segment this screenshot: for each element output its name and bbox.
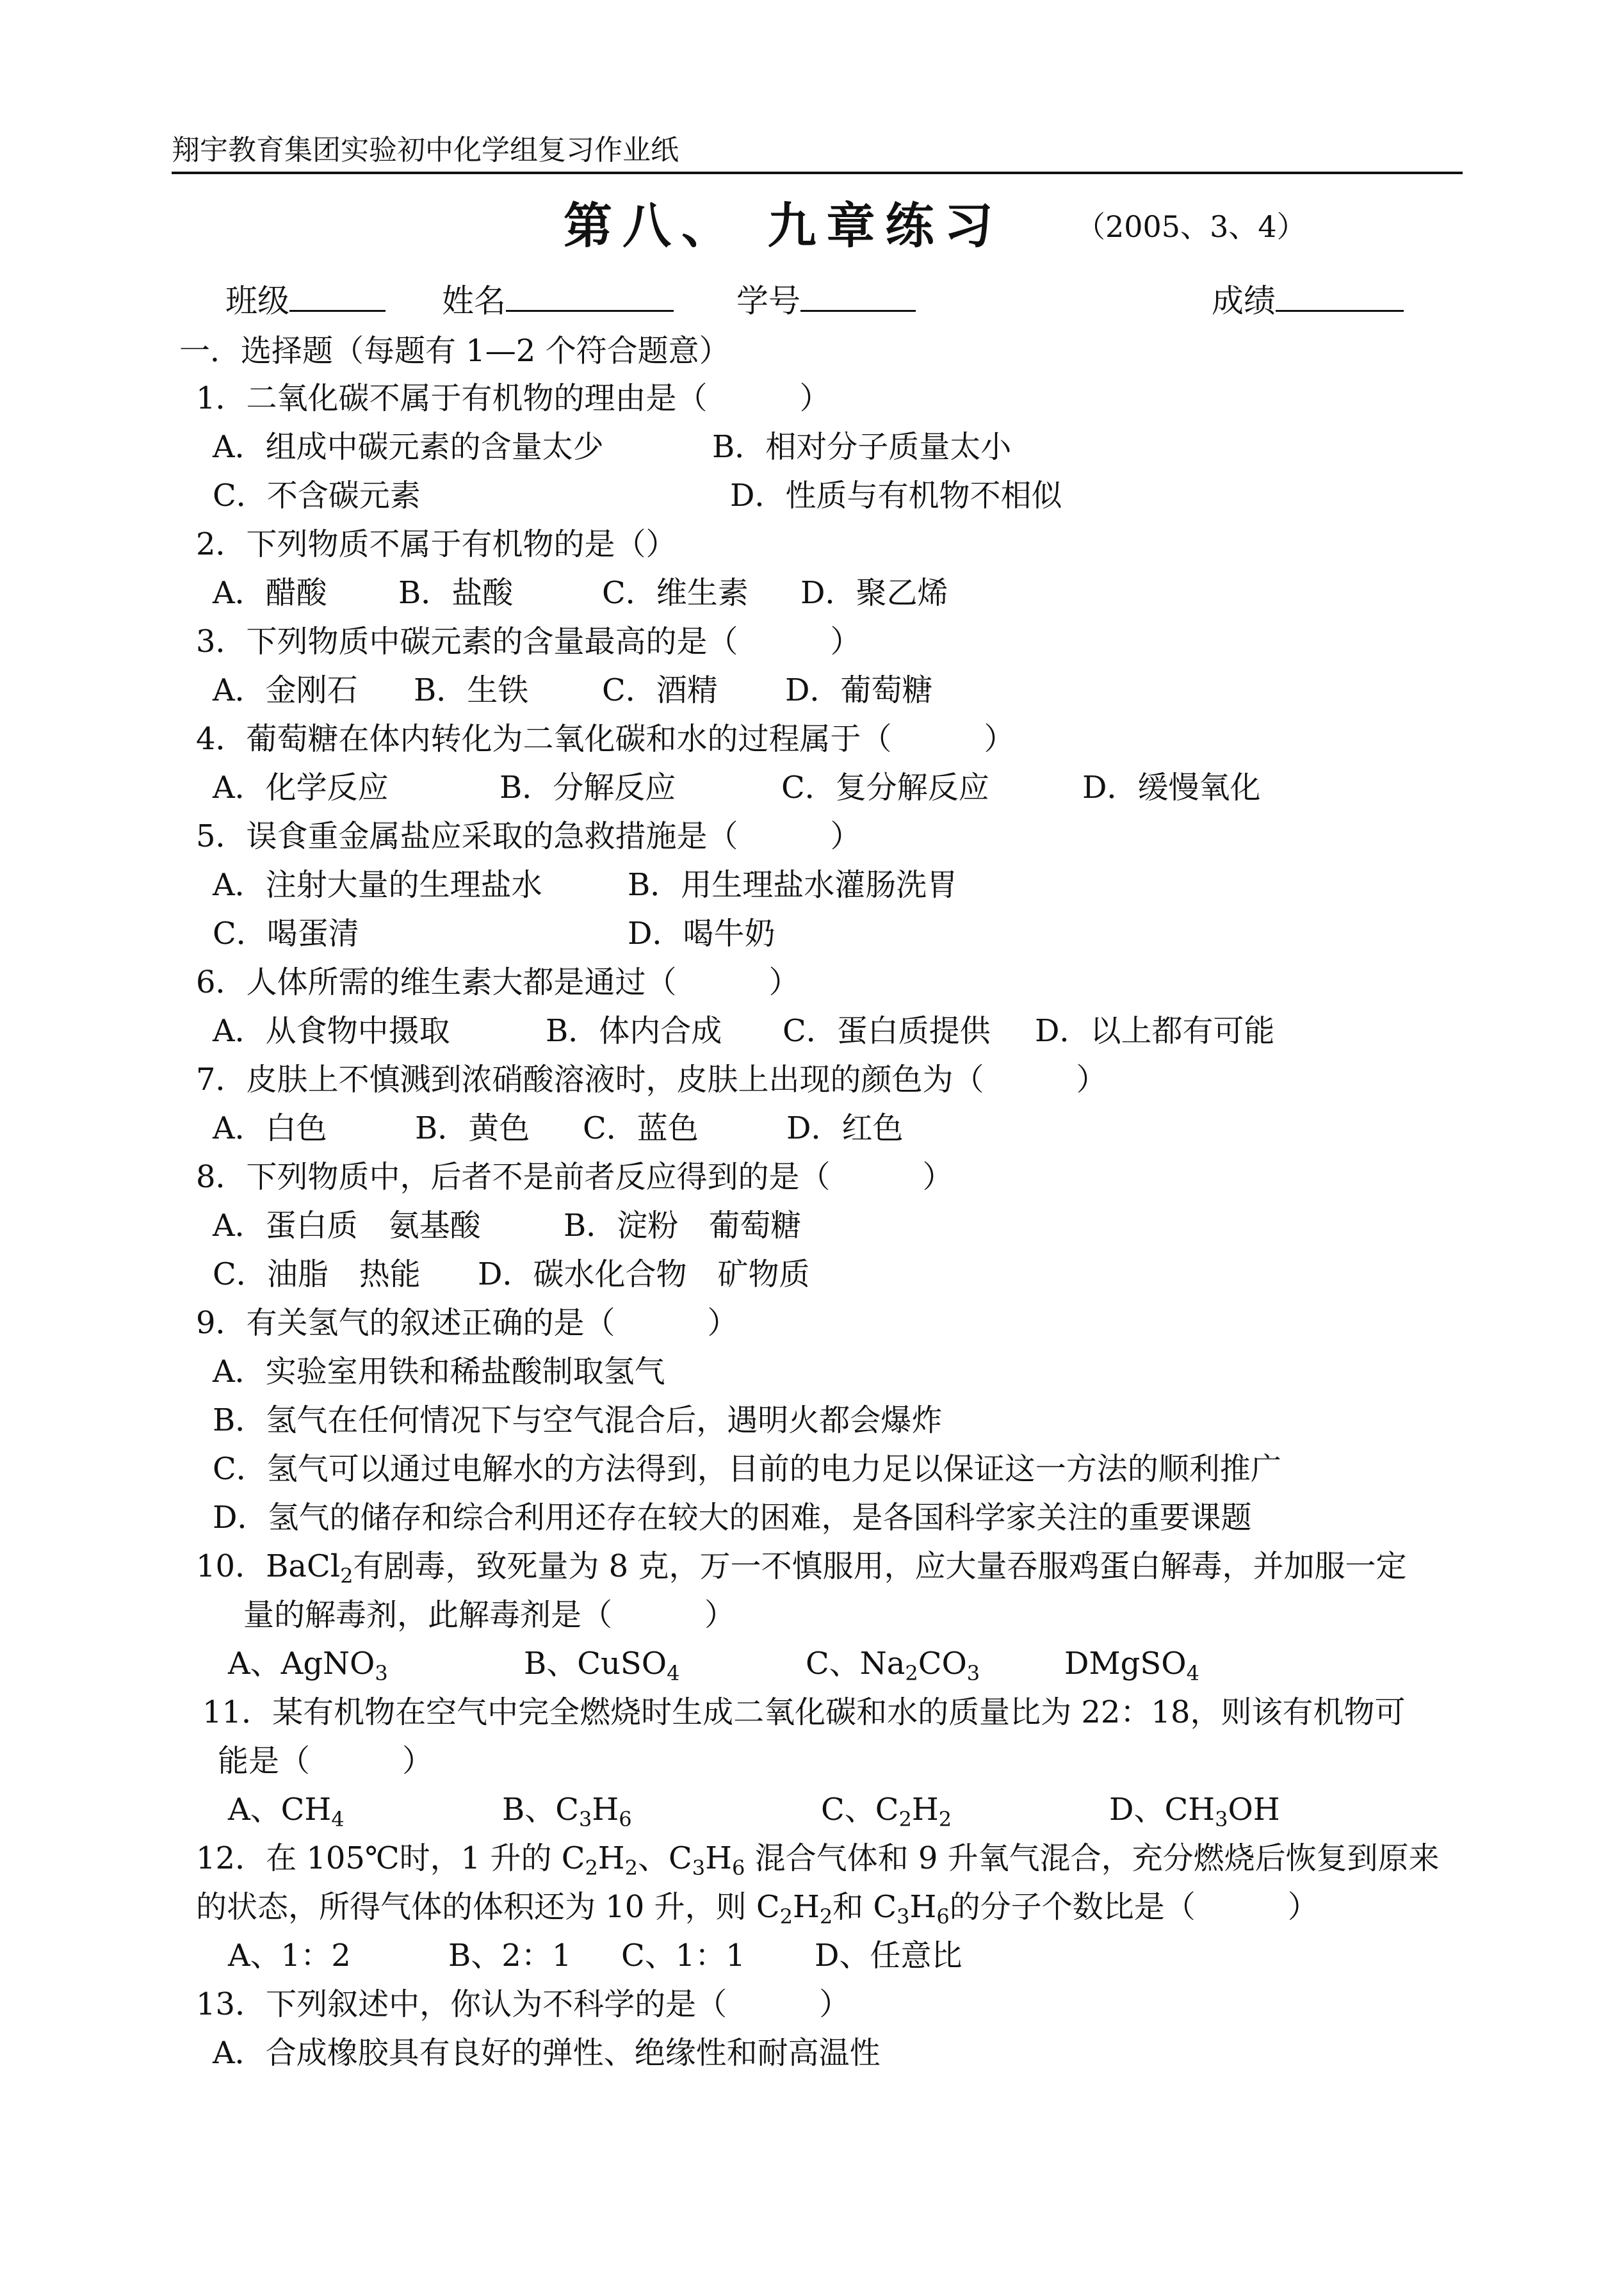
subscript: 2 (585, 1856, 598, 1880)
question-3-option-d: D．葡萄糖 (785, 672, 933, 708)
date-label: （2005、3、4） (1076, 209, 1306, 244)
subscript: 6 (936, 1904, 950, 1929)
question-8-option-a: A．蛋白质 氨基酸 (213, 1208, 481, 1244)
question-10-option-b (524, 1642, 680, 1685)
question-3-option-b: B．生铁 (414, 672, 529, 708)
subscript: 3 (375, 1661, 388, 1685)
question-10-stem-line2: 量的解毒剂，此解毒剂是（ ） (243, 1597, 736, 1633)
question-3-stem: 3．下列物质中碳元素的含量最高的是（ ） (196, 624, 861, 660)
question-12-text: 混合气体和 9 升氧气混合，充分燃烧后恢复到原来 (745, 1840, 1440, 1876)
option-text: DMgSO (1064, 1646, 1187, 1682)
question-7-option-b: B．黄色 (415, 1110, 530, 1146)
page-title: 第八、 九章练习 (564, 197, 1003, 254)
question-10-stem (196, 1545, 1406, 1588)
question-10-number: 10． (196, 1548, 266, 1584)
question-12-option-b: B、2：1 (448, 1938, 572, 1974)
question-5-stem: 5．误食重金属盐应采取的急救措施是（ ） (196, 818, 861, 854)
question-10-formula: BaCl (266, 1548, 341, 1584)
question-11-stem: 11．某有机物在空气中完全燃烧时生成二氧化碳和水的质量比为 22：18，则该有机物可 (202, 1694, 1406, 1730)
question-11-stem-line2: 能是（ ） (218, 1743, 434, 1779)
question-6-option-b: B．体内合成 (546, 1013, 722, 1049)
question-10-text: 有剧毒，致死量为 8 克，万一不慎服用，应大量吞服鸡蛋白解毒，并加服一定 (353, 1548, 1407, 1584)
question-1-option-d: D．性质与有机物不相似 (730, 478, 1062, 514)
question-13-option-a: A．合成橡胶具有良好的弹性、绝缘性和耐高温性 (213, 2035, 881, 2071)
question-11-option-a (228, 1788, 345, 1831)
question-2-option-b: B．盐酸 (398, 575, 514, 611)
question-5-option-c: C．喝蛋清 (213, 916, 359, 952)
question-6-stem: 6．人体所需的维生素大都是通过（ ） (196, 964, 800, 1000)
question-1-option-c: C．不含碳元素 (213, 478, 421, 514)
question-8-option-d: D．碳水化合物 矿物质 (478, 1256, 810, 1292)
class-blank (289, 278, 386, 312)
subscript: 3 (692, 1856, 706, 1880)
question-12-text: H (705, 1840, 732, 1876)
question-12-text: H (597, 1840, 625, 1876)
score-field (1212, 278, 1404, 323)
option-text: B、C (502, 1792, 580, 1828)
question-9-option-a: A．实验室用铁和稀盐酸制取氢气 (213, 1354, 665, 1390)
question-9-option-c: C．氢气可以通过电解水的方法得到，目前的电力足以保证这一方法的顺利推广 (213, 1451, 1281, 1487)
question-9-stem: 9．有关氢气的叙述正确的是（ ） (196, 1305, 738, 1341)
subscript: 2 (905, 1661, 918, 1685)
option-text: A、AgNO (228, 1646, 375, 1682)
subscript: 3 (966, 1661, 980, 1685)
section-heading: 一．选择题（每题有 1—2 个符合题意） (179, 333, 730, 369)
subscript: 2 (340, 1564, 353, 1588)
name-label: 姓名 (442, 282, 506, 320)
subscript: 6 (619, 1807, 632, 1831)
score-label: 成绩 (1212, 282, 1276, 320)
question-4-option-b: B．分解反应 (499, 770, 676, 806)
class-label: 班级 (225, 282, 289, 320)
question-1-option-a: A．组成中碳元素的含量太少 (213, 429, 604, 465)
question-11-option-c (821, 1788, 952, 1831)
subscript: 4 (331, 1807, 345, 1831)
class-field (225, 278, 386, 323)
question-10-option-d (1064, 1642, 1199, 1685)
question-11-option-d (1109, 1788, 1280, 1831)
subscript: 3 (1215, 1807, 1228, 1831)
question-4-option-c: C．复分解反应 (781, 770, 989, 806)
question-1-option-b: B．相对分子质量太小 (712, 429, 1012, 465)
question-5-option-b: B．用生理盐水灌肠洗胃 (628, 867, 958, 903)
subscript: 2 (938, 1807, 952, 1831)
subscript: 4 (1186, 1661, 1199, 1685)
question-1-stem: 1．二氧化碳不属于有机物的理由是（ ） (196, 380, 831, 416)
question-7-option-c: C．蓝色 (583, 1110, 699, 1146)
question-4-stem: 4．葡萄糖在体内转化为二氧化碳和水的过程属于（ ） (196, 721, 1015, 757)
question-5-option-a: A．注射大量的生理盐水 (213, 867, 542, 903)
question-2-stem: 2．下列物质不属于有机物的是（） (196, 526, 677, 562)
question-12-text: H (792, 1889, 820, 1925)
question-4-option-a: A．化学反应 (213, 770, 389, 806)
question-12-stem (196, 1837, 1440, 1880)
option-text: OH (1228, 1792, 1280, 1828)
question-7-option-d: D．红色 (786, 1110, 904, 1146)
subscript: 2 (624, 1856, 638, 1880)
question-6-option-c: C．蛋白质提供 (783, 1013, 991, 1049)
subscript: 3 (579, 1807, 592, 1831)
question-7-option-a: A．白色 (213, 1110, 327, 1146)
option-text: H (911, 1792, 939, 1828)
name-field (442, 278, 674, 323)
question-9-option-b: B．氢气在任何情况下与空气混合后，遇明火都会爆炸 (213, 1402, 943, 1438)
option-text: D、CH (1109, 1792, 1215, 1828)
question-12-option-d: D、任意比 (815, 1938, 962, 1974)
option-text: C、C (821, 1792, 899, 1828)
question-12-text: 的分子个数比是（ ） (949, 1889, 1319, 1925)
question-12-option-a: A、1：2 (228, 1938, 351, 1974)
question-6-option-d: D．以上都有可能 (1035, 1013, 1275, 1049)
student-id-field (736, 278, 916, 323)
question-4-option-d: D．缓慢氧化 (1082, 770, 1261, 806)
question-12-text: 的状态，所得气体的体积还为 10 升，则 C (196, 1889, 780, 1925)
option-text: H (592, 1792, 619, 1828)
question-6-option-a: A．从食物中摄取 (213, 1013, 450, 1049)
question-7-stem: 7．皮肤上不慎溅到浓硝酸溶液时，皮肤上出现的颜色为（ ） (196, 1062, 1107, 1098)
score-blank (1276, 278, 1404, 312)
question-12-text: 和 C (832, 1889, 897, 1925)
question-2-option-c: C．维生素 (602, 575, 749, 611)
header-divider (172, 172, 1463, 174)
question-10-option-a (228, 1642, 388, 1685)
question-13-stem: 13．下列叙述中，你认为不科学的是（ ） (196, 1986, 850, 2022)
question-11-option-b (502, 1788, 632, 1831)
subscript: 6 (731, 1856, 745, 1880)
student-id-label: 学号 (736, 282, 800, 320)
question-12-text: 、C (638, 1840, 692, 1876)
subscript: 3 (897, 1904, 910, 1929)
subscript: 2 (819, 1904, 833, 1929)
question-3-option-a: A．金刚石 (213, 672, 358, 708)
question-12-text: H (909, 1889, 937, 1925)
question-10-option-c (806, 1642, 980, 1685)
question-8-stem: 8．下列物质中，后者不是前者反应得到的是（ ） (196, 1159, 954, 1195)
question-12-text: 12．在 105℃时，1 升的 C (196, 1840, 585, 1876)
option-text: B、CuSO (524, 1646, 667, 1682)
question-12-option-c: C、1：1 (621, 1938, 745, 1974)
question-8-option-b: B．淀粉 葡萄糖 (564, 1208, 802, 1244)
student-id-blank (800, 278, 916, 312)
subscript: 2 (898, 1807, 912, 1831)
option-text: C、Na (806, 1646, 905, 1682)
question-2-option-d: D．聚乙烯 (800, 575, 948, 611)
option-text: CO (918, 1646, 967, 1682)
subscript: 2 (779, 1904, 793, 1929)
name-blank (506, 278, 674, 312)
question-9-option-d: D．氢气的储存和综合利用还存在较大的困难，是各国科学家关注的重要课题 (213, 1500, 1252, 1536)
school-header: 翔宇教育集团实验初中化学组复习作业纸 (172, 134, 679, 166)
question-5-option-d: D．喝牛奶 (628, 916, 775, 952)
option-text: A、CH (228, 1792, 332, 1828)
title-row (0, 191, 1624, 261)
question-2-option-a: A．醋酸 (213, 575, 327, 611)
question-12-stem-line2 (196, 1885, 1319, 1929)
question-3-option-c: C．酒精 (602, 672, 718, 708)
question-8-option-c: C．油脂 热能 (213, 1256, 421, 1292)
subscript: 4 (667, 1661, 680, 1685)
